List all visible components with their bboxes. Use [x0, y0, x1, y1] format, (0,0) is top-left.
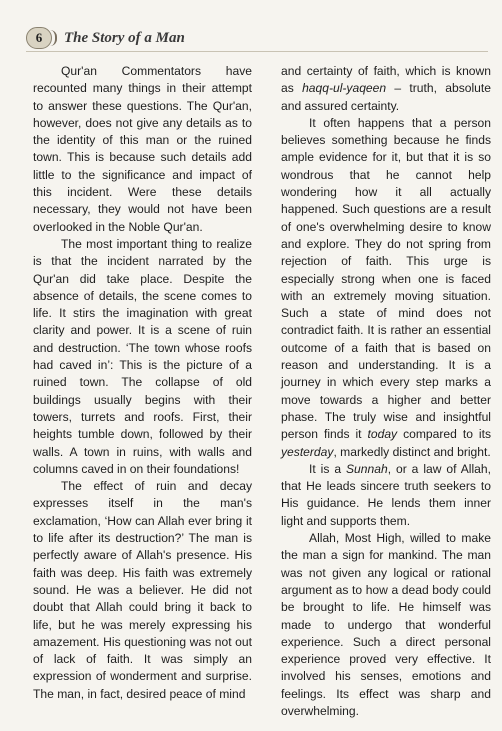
paragraph: The most important thing to realize is that the incident narrated by the Qur'an did take place. Despite the absence of details, the scene comes to life. It stirs the imagination with great clarity and power. It is a scene of ruin and destruction. ‘The town whose roofs had caved in’: This is the picture of a ruined town. The collapse of old buildings usually begins with their towers, turrets and roofs. First, their heights tumble down, followed by their walls. A town in ruins, with walls and columns caved in on their foundations! — [33, 236, 252, 476]
paragraph: The effect of ruin and decay expresses itself in the man's exclamation, ‘How can Allah ever bring it to life after its destruction?’ The man is perfectly aware of Allah's presence. His faith was deep. His faith was extremely sound. He was a believer. He did not doubt that Allah could bring it back to life, but he was merely expressing his amazement. His questioning was not out of lack of faith. It was simply an expression of wonderment and surprise. The man, in fact, desired peace of mind — [33, 479, 252, 701]
text-run: – truth, absolute and assured certainty. — [281, 81, 491, 113]
paragraph — [281, 461, 491, 530]
paragraph: Qur'an Commentators have recounted many things in their attempt to answer these questions. The Qur'an, however, does not give any details as to the identity of this man or the ruined town. This is because such details add little to the significance and impact of this incident. Were these details necessary, they would not have been overlooked in the Noble Qur'an. — [33, 64, 252, 234]
page-header — [26, 26, 185, 50]
italic-term: haqq-ul-yaqeen — [302, 81, 387, 96]
text-run: , or a law of Allah, that He leads sincere truth seekers to His guidance. He lends them inner light and supports them. — [281, 461, 491, 528]
page-number-badge: 6 — [26, 27, 52, 49]
paragraph — [281, 63, 491, 115]
paragraph — [281, 115, 491, 461]
text-run: , markedly distinct and bright. — [333, 444, 491, 459]
text-run: It often happens that a person believes something because he finds ample evidence for it, but that it is so wondrous that he cannot help wondering how it all actually happened. Such questions are a result of one's overwhelming desire to know and explore. They do not spring from rejection of faith. This urge is especially strong when one is faced with an extremely moving situation. Such a state of mind does not contradict faith. It is rather an essential outcome of a faith that is based on reason and understanding. It is a journey in which every step marks a move towards a higher and better phase. The truly wise and insightful person finds it — [281, 115, 491, 442]
italic-term: yesterday — [281, 444, 334, 459]
paragraph: Allah, Most High, willed to make the man a sign for mankind. The man was not given any logical or rational argument as to how a dead body could be brought to life. He himself was made to undergo that wonderful experience. Such a direct personal experience proved very effective. It involved his senses, emotions and feelings. Its effect was sharp and overwhelming. — [281, 531, 491, 718]
right-column — [281, 63, 491, 720]
text-run: and certainty of faith, which is known as — [281, 64, 491, 96]
header-rule — [26, 51, 488, 52]
italic-term: today — [367, 427, 398, 442]
running-title: The Story of a Man — [64, 29, 185, 46]
text-run: It is a — [309, 461, 346, 476]
left-column — [33, 63, 252, 703]
italic-term: Sunnah — [345, 461, 388, 476]
text-run: compared to its — [397, 427, 491, 442]
